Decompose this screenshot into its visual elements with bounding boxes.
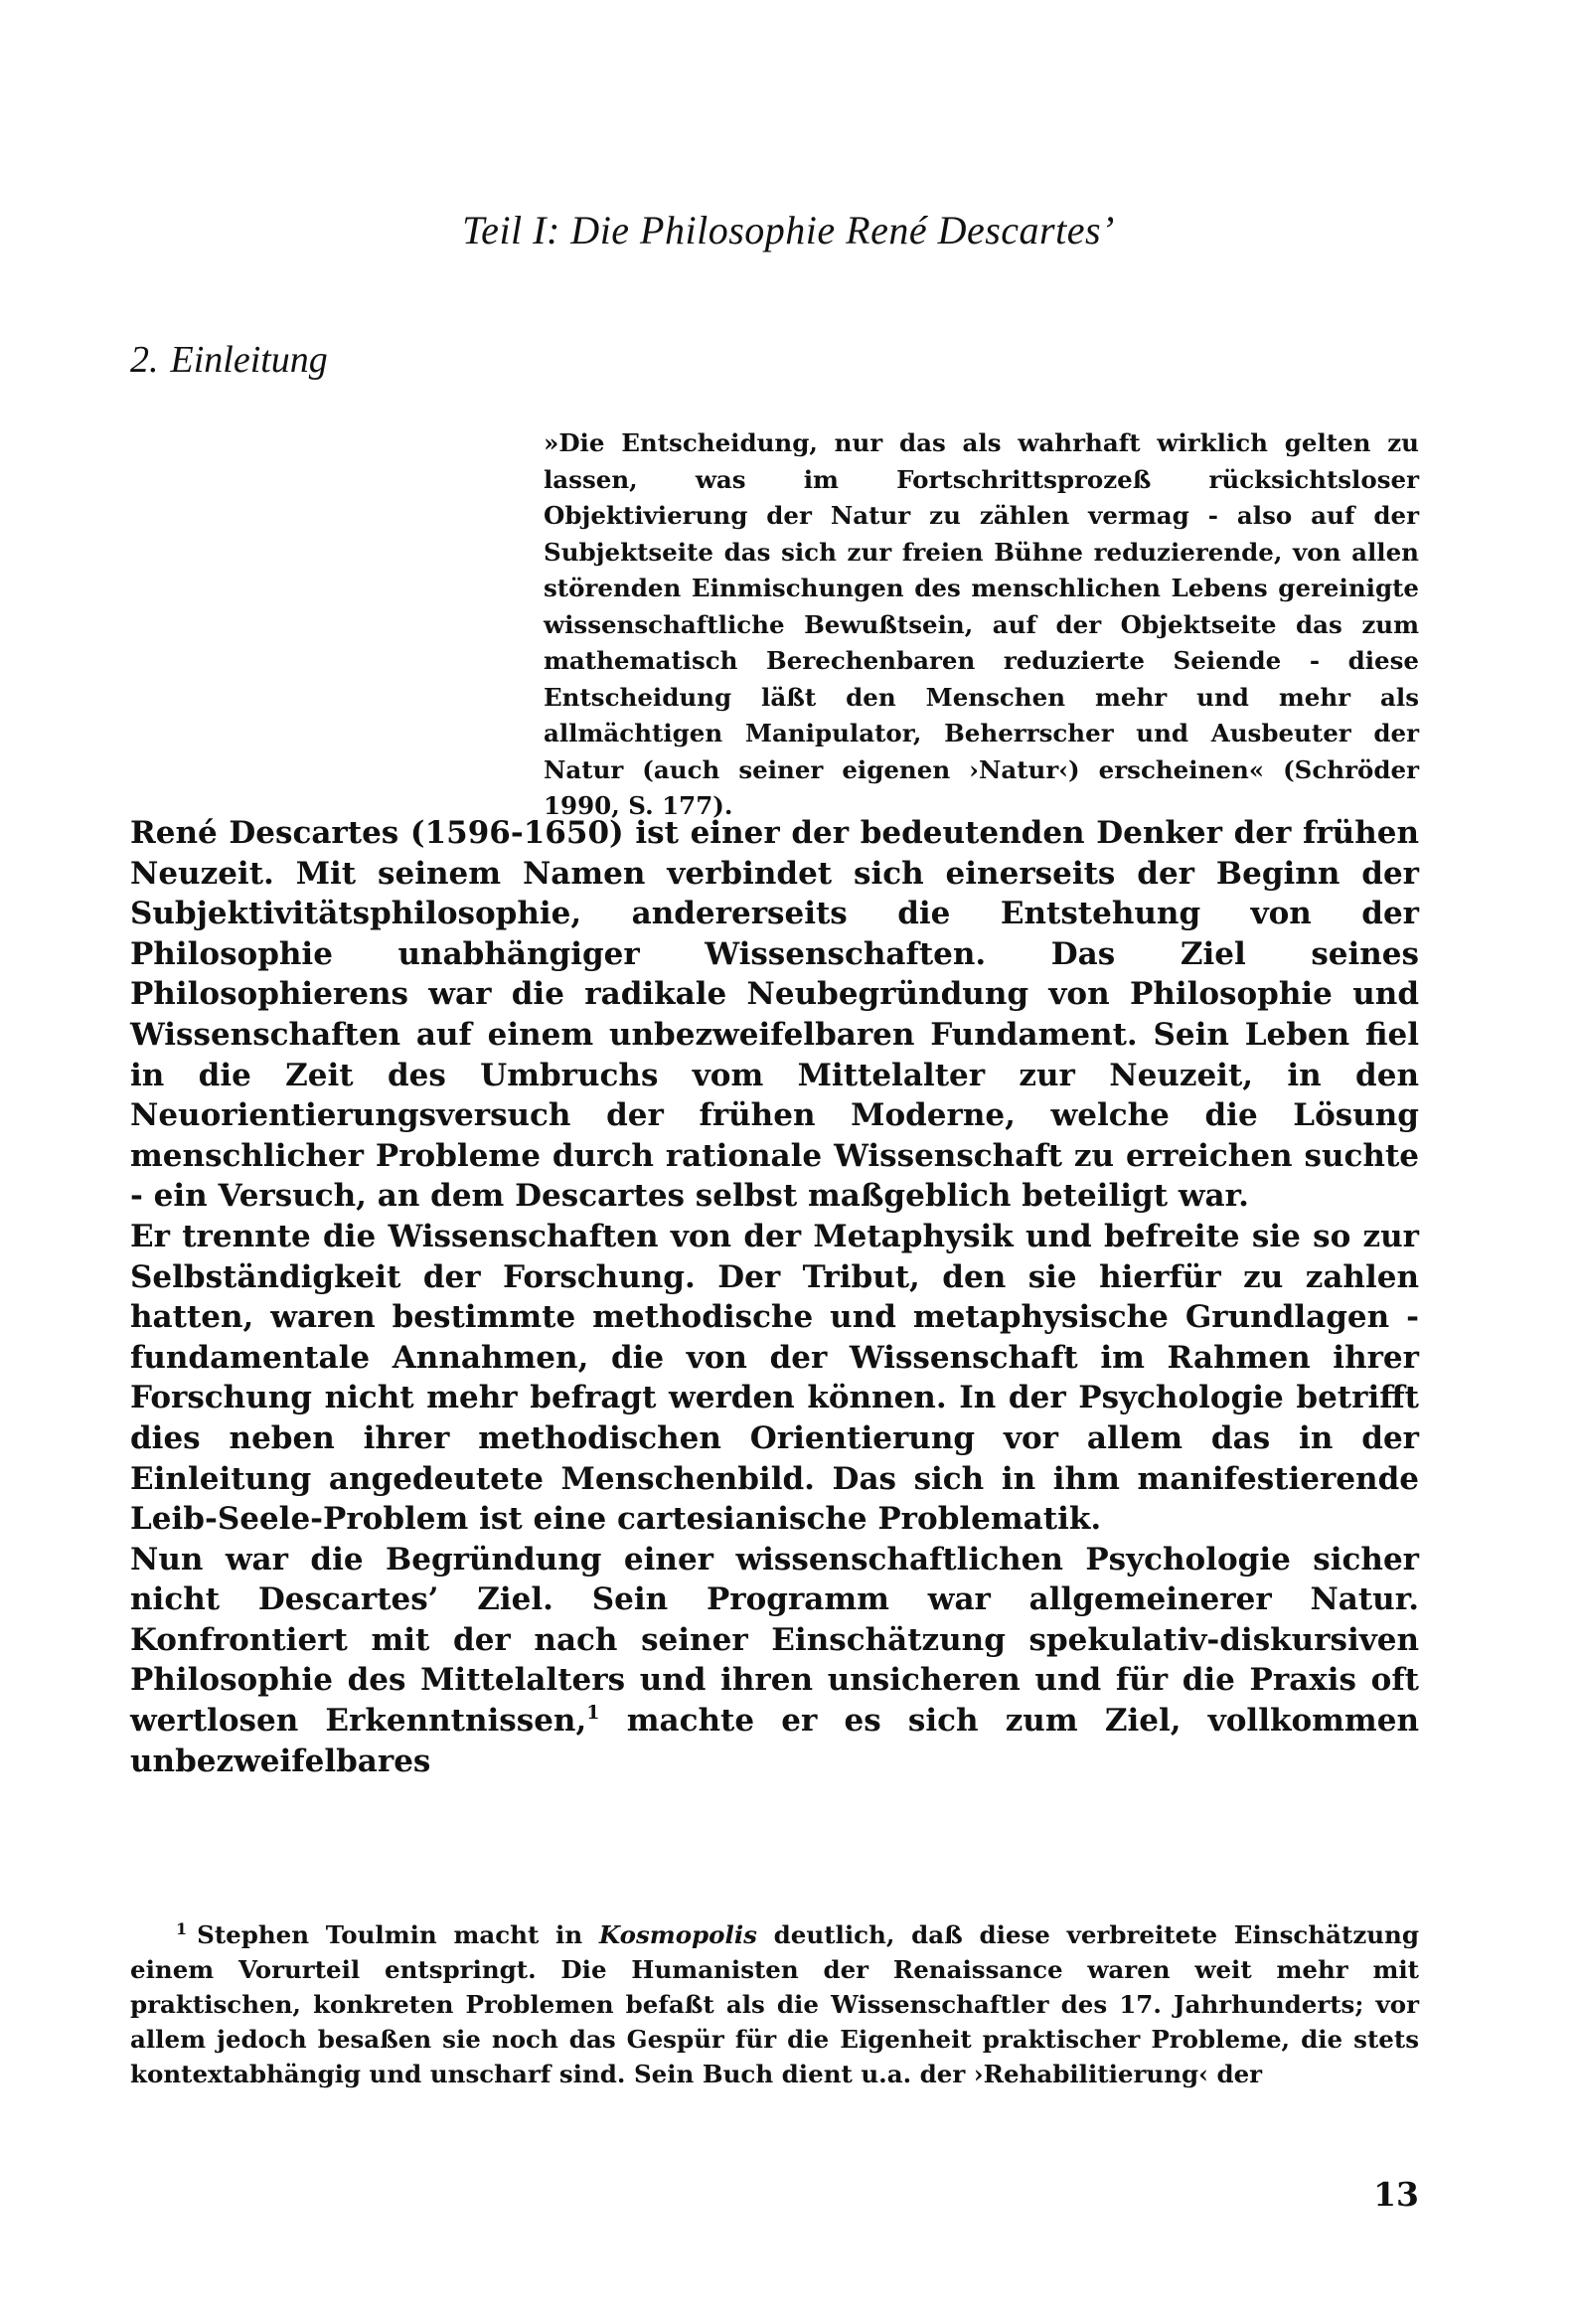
part-title: Teil I: Die Philosophie René Descartes’: [462, 208, 1115, 252]
chapter-heading: [130, 338, 328, 382]
paragraph: René Descartes (1596-1650) ist einer der bedeutenden Denker der frühen Neuzeit. Mit seinem Namen verbindet sich einerseits der Beginn der Subjektivitätsphilosophie, andererseits die Entstehung von der Philosophie unabhängiger Wissenschaften. Das Ziel seines Philosophierens war die radikale Neubegründung von Philosophie und Wissenschaften auf einem unbezweifelbaren Fundament. Sein Leben fiel in die Zeit des Umbruchs vom Mittelalter zur Neuzeit, in den Neuorientierungsversuch der frühen Moderne, welche die Lösung menschlicher Probleme durch rationale Wissenschaft zu erreichen suchte - ein Versuch, an dem Descartes selbst maßgeblich beteiligt war.: [130, 815, 1419, 1215]
paragraph: [130, 1540, 1419, 1782]
footnote: [130, 1917, 1419, 2091]
chapter-number: 2.: [130, 339, 159, 381]
footnote-reference: 1: [586, 1702, 600, 1725]
paragraph: Er trennte die Wissenschaften von der Metaphysik und befreite sie so zur Selbständigkeit der Forschung. Der Tribut, den sie hierfür zu zahlen hatten, waren bestimmte methodische und metaphysische Grundlagen - fundamentale Annahmen, die von der Wissenschaft im Rahmen ihrer Forschung nicht mehr befragt werden können. In der Psychologie betrifft dies neben ihrer methodischen Orientierung vor allem das in der Einleitung angedeutete Menschenbild. Das sich in ihm manifestierende Leib-Seele-Problem ist eine cartesianische Problematik.: [130, 1218, 1419, 1538]
footnote-number: 1: [176, 1919, 188, 1938]
footnote-text: Stephen Toulmin macht in: [197, 1920, 599, 1949]
chapter-title: Einleitung: [170, 339, 328, 381]
main-text: [130, 813, 1419, 1781]
footnote-book-title: Kosmopolis: [598, 1920, 757, 1949]
motto-quote: »Die Entscheidung, nur das als wahrhaft wirklich gelten zu lassen, was im Fortschrittsprozeß rücksichtsloser Objektivierung der Natur zu zählen vermag - also auf der Subjektseite das sich zur freien Bühne reduzierende, von allen störenden Einmischungen des menschlichen Lebens gereinigte wissenschaftliche Bewußtsein, auf der Objektseite das zum mathematisch Berechenbaren reduzierte Seiende - diese Entscheidung läßt den Menschen mehr und mehr als allmächtigen Manipulator, Beherrscher und Ausbeuter der Natur (auch seiner eigenen ›Natur‹) erscheinen« (Schröder 1990, S. 177).: [544, 428, 1419, 820]
page-number: 13: [1373, 2175, 1419, 2214]
paragraph-text: Nun war die Begründung einer wissenschaftlichen Psychologie sicher nicht Descartes’ Ziel. Sein Programm war allgemeinerer Natur. Konfrontiert mit der nach seiner Einschätzung spekulativ-diskursiven Philosophie des Mittelalters und ihren unsicheren und für die Praxis oft wertlosen Erkenntnissen,: [130, 1541, 1419, 1740]
paragraph-text: machte er es sich zum Ziel, vollkommen unbezweifelbares: [130, 1703, 1419, 1779]
footnote-text: deutlich, daß diese verbreitete Einschätzung einem Vorurteil entspringt. Die Humanisten der Renaissance waren weit mehr mit praktischen, konkreten Problemen befaßt als die Wissenschaftler des 17. Jahrhunderts; vor allem jedoch besaßen sie noch das Gespür für die Eigenheit praktischer Probleme, die stets kontextabhängig und unscharf sind. Sein Buch dient u.a. der ›Rehabilitierung‹ der: [130, 1920, 1419, 2088]
